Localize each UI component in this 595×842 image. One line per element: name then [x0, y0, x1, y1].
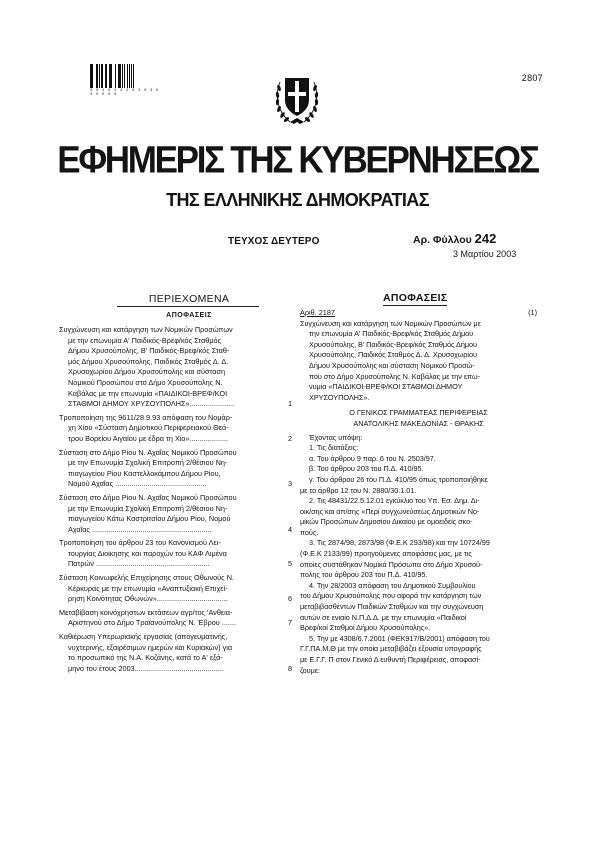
toc-item-page: 5 — [287, 559, 292, 569]
toc-item[interactable] — [59, 608, 292, 629]
toc-subtitle: ΑΠΟΦΑΣΕΙΣ — [166, 312, 212, 319]
page-number: 2807 — [521, 73, 543, 83]
decision-number-row — [300, 308, 537, 319]
sheet-number — [413, 231, 496, 246]
toc-item-line: ΣΤΑΘΜΟΙ ΔΗΜΟΥ ΧΡΥΣΟΥΠΟΛΗΣ»...................... — [68, 399, 235, 409]
toc-item-line: μηνο του έτους 2003............................................ — [68, 663, 224, 673]
toc-item-line: Νομού Αχαΐας ............................................. — [68, 479, 207, 489]
decision-subject-line: Χρυσούπολης, Β' Παιδικός-Βρεφ/κός Σταθμός Δήμου — [309, 339, 477, 349]
toc-item[interactable] — [59, 325, 292, 410]
barcode — [90, 64, 156, 88]
toc-item-line: πιαγωγείου Κάτω Καστριτσίου Δήμου Ρίου, Νομού — [68, 514, 231, 524]
decision-text-line: με Ε.Γ.Γ. Π στον Γενικό Δ ευθυντή Περιφέρειας, αποφασί- — [300, 655, 481, 664]
decision-text-line: αυτών σε ενιαίο Ν.Π.Δ.Δ. με την επωνυμία «Παιδικοί — [300, 612, 467, 622]
toc-item[interactable] — [59, 632, 292, 674]
gazette-subtitle: ΤΗΣ ΕΛΛΗΝΙΚΗΣ ΔΗΜΟΚΡΑΤΙΑΣ — [166, 190, 429, 210]
toc-item-line: χη Χίου «Σύσταση Δημοτικού Περιφερειακού Θεά- — [68, 423, 229, 433]
decision-authority-line: Ο ΓΕΝΙΚΟΣ ΓΡΑΜΜΑΤΕΑΣ ΠΕΡΙΦΕΡΕΙΑΣ — [349, 408, 488, 418]
toc-item-line: Αριστηνού στο Δήμο Τραϊανούπολης Ν. Έβρου ....... — [68, 618, 236, 628]
decision-ref: (1) — [528, 308, 537, 317]
toc-item[interactable] — [59, 573, 292, 605]
toc-item-line: Πατρών ........................................................ — [68, 559, 210, 569]
decision-text-line: πούς. — [300, 527, 319, 537]
decision-subject-line: νυμία «ΠΑΙΔΙΚΟΙ-ΒΡΕΦ/ΚΟΙ ΣΤΑΘΜΟΙ ΔΗΜΟΥ — [309, 382, 463, 392]
issue-date: 3 Μαρτίου 2003 — [453, 249, 517, 259]
decision-subject — [300, 319, 537, 404]
issue-label: ΤΕΥΧΟΣ ΔΕΥΤΕΡΟ — [228, 236, 320, 247]
toc-item-line: το προσωπικό της Ν.Α. Κοζάνης, κατά το Α' εξά- — [68, 653, 223, 663]
toc-item-page: 4 — [287, 524, 292, 534]
decision-text-line: Βρεφ/κοί Σταθμοί Δήμου Χρυσούπολης». — [300, 623, 431, 633]
toc-item-line: ρηση Κοινότητας Οθωνών»................................... — [68, 594, 228, 604]
decision-text-line: 2. Τις 48431/22.5.12.01 εγκύκλιο του Υπ. Εσ. Δημ. Δι- — [309, 496, 480, 506]
decision-text-line: γ. Του άρθρου 26 του Π.Δ. 410/95 όπως τροποποιήθηκε — [309, 474, 488, 484]
toc-item-page: 1 — [287, 399, 292, 409]
decision-text-line: Έχοντας υπόψη: — [309, 432, 363, 442]
toc-item-line: νυχτερινής, εξαιρέσιμων ημερών και Κυριακών) για — [68, 642, 233, 652]
decision-subject-line: που στο Δήμο Χρυσούπολης Ν. Καβάλας με την επω- — [309, 371, 480, 381]
toc-item[interactable] — [59, 448, 292, 490]
toc-item[interactable] — [59, 493, 292, 535]
decision-text-line: ζουμε: — [300, 665, 320, 675]
toc-item-line: Τροποποίηση του άρθρου 23 του Κανονισμού Λει- — [59, 538, 221, 548]
toc-item-line: Δήμου Χρυσούπολης, Β' Παιδικός-Βρεφ/κός Σταθ- — [68, 346, 230, 356]
decision-authority — [300, 408, 537, 429]
barcode-bar — [134, 64, 136, 88]
decision-text-line: του Δήμου Χρυσούπολης που αφορά την κατάργηση των — [300, 591, 482, 601]
decision-text-line: με το άρθρο 12 του Ν. 2880/30.1.01. — [300, 485, 417, 495]
toc-item-line: τρου Βορείου Αιγαίου με έδρα τη Χίο»................... — [68, 433, 229, 443]
decision-number: Αριθ. 2187 — [300, 308, 335, 317]
toc-item-line: Τροποποίηση της 9611/28.9.93 απόφαση του Νομάρ- — [59, 412, 233, 422]
toc-item-line: Σύσταση στο Δήμο Ρίου Ν. Αχαΐας Νομικού Προσώπου — [59, 447, 237, 457]
toc-item-line: πιαγωγείου Ρίου Καστελλοκάμπου Δήμου Ρίου, — [68, 468, 221, 478]
gazette-title: ΕΦΗΜΕΡΙΣ ΤΗΣ ΚΥΒΕΡΝΗΣΕΩΣ — [57, 139, 538, 182]
toc-item-line: με την Επωνυμία Σχολική Επιτροπή 2/θέσιου Νη- — [68, 458, 228, 468]
decision-text-line: μικών Προσώπων Δημοσίου Δικαίου με ομοειδείς σκο- — [300, 517, 473, 527]
decision-text-line: οποίες συστάθηκαν Νομικά Πρόσωπα στο Δήμο Χρυσού- — [300, 559, 483, 569]
toc-item-page: 7 — [287, 618, 292, 628]
toc-item-line: με την επωνυμία Α' Παιδικός-Βρεφ/κός Σταθμός — [68, 335, 222, 345]
toc-item-line: Χρυσοχωρίου Δήμου Χρυσούπολης και σύσταση — [68, 367, 226, 377]
decision-subject-line: Χρυσούπολης, Παιδικός Σταθμός Δ. Δ. Χρυσοχωρίου — [309, 350, 477, 360]
decision-subject-line: Συγχώνευση και κατάργηση των Νομικών Προσώπων με — [300, 318, 481, 328]
toc-item-line: Μεταβίβαση κοινόχρηστων εκτάσεων αγρ/τος 'Ανθεια- — [59, 607, 233, 617]
toc-item-line: Συγχώνευση και κατάργηση των Νομικών Προσώπων — [59, 325, 233, 334]
toc-item-line: Καβάλας με την επωνυμία «ΠΑΙΔΙΚΟΙ-ΒΡΕΦ/ΚΟΙ — [68, 388, 228, 398]
barcode-number: 0 0 4 0 2 4 2 0 3 0 3 0 3 0 0 0 8 — [90, 89, 160, 97]
toc-item-page: 8 — [287, 663, 292, 673]
toc-item-line: Νομικού Προσώπου στο Δήμο Χρυσούπολης Ν. — [68, 377, 223, 387]
decision-text-line: Γ.Γ.ΠΑ.Μ.Θ με την οποία μεταβιβάζει εξουσία υπογραφής — [300, 644, 482, 654]
toc-item[interactable] — [59, 413, 292, 445]
decision-text-line: πολης του άρθρου 203 του Π.Δ. 410/95. — [300, 570, 428, 580]
decisions-title: ΑΠΟΦΑΣΕΙΣ — [383, 292, 448, 304]
toc-title: ΠΕΡΙΕΧΟΜΕΝΑ — [148, 293, 230, 305]
decision-subject-line: την επωνυμία Α' Παιδικός-Βρεφ/κός Σταθμός Δήμου — [309, 329, 474, 339]
sheet-label: Αρ. Φύλλου — [413, 234, 472, 246]
toc-item-line: Καθιέρωση Υπερωριακής εργασίας (απογευματινής, — [59, 632, 228, 642]
decision-text-line: (Φ.Ε.Κ 2133/99) προηγούμενες αποφάσεις μας, με τις — [300, 549, 472, 559]
toc-item-line: Κέρκυρας με την επωνυμία «Αναπτυξιακή Επιχεί- — [68, 583, 228, 593]
decisions-title-rule — [383, 305, 447, 306]
toc-item-line: Σύσταση στο Δήμο Ρίου Ν. Αχαΐας Νομικού Προσώπου — [59, 492, 237, 502]
decision-authority-line: ΑΝΑΤΟΛΙΚΗΣ ΜΑΚΕΔΟΝΙΑΣ - ΘΡΑΚΗΣ — [353, 418, 484, 428]
toc-item-line: με την Επωνυμία Σχολική Επιτροπή 2/θέσιου Νη- — [68, 503, 228, 513]
decision-text-line: β. Του άρθρου 203 του Π.Δ. 410/95. — [309, 464, 424, 474]
toc-item-line: Αχαΐας ........................................................... — [68, 524, 212, 534]
greek-coat-of-arms-icon — [272, 66, 322, 128]
toc-item-page: 6 — [287, 594, 292, 604]
toc-item-page: 2 — [287, 433, 292, 443]
sheet-number-value: 242 — [474, 231, 497, 246]
toc-item[interactable] — [59, 538, 292, 570]
toc-title-rule — [117, 306, 259, 307]
decision-text-line: οικ/σης και απ/σης «Περί συγχωνεύσεως Δημοτικών Νο- — [300, 506, 480, 516]
decision-text-line: 4. Την 28/2003 απόφαση του Δημοτικού Συμβουλίου — [309, 580, 476, 590]
toc-item-line: Σύσταση Κοινωφελής Επιχείρησης στους Οθωνούς Ν. — [59, 573, 235, 583]
decision-text-line: 3. Τις 2874/98, 2873/98 (Φ.Ε.Κ 293/98) και την 10724/99 — [309, 538, 490, 548]
decision-text — [300, 433, 537, 677]
decision-body — [300, 308, 537, 676]
decision-subject-line: ΧΡΥΣΟΥΠΟΛΗΣ». — [309, 392, 370, 402]
decision-text-line: 5. Την με 4308/6.7.2001 (ΦΕΚ917/Β/2001) απόφαση του — [309, 633, 490, 643]
toc-item-line: μός Δήμου Χρυσούπολης, Παιδικός Σταθμός Δ. Δ. — [68, 356, 229, 366]
decision-subject-line: Δήμου Χρυσούπολης και σύσταση Νομικού Προσώ- — [309, 360, 475, 370]
toc-item-line: τουργίας Διοίκησης και παροχών του ΚΑΦ Λιμένα — [68, 548, 227, 558]
toc-list — [59, 325, 292, 677]
decision-text-line: μεταβιβασθέντων Παιδικών Σταθμών και την συγχώνευση — [300, 602, 484, 612]
toc-item-page: 3 — [287, 479, 292, 489]
decision-text-line: 1. Τις διατάξεις: — [309, 443, 359, 453]
decision-text-line: α. Του άρθρου 9 παρ. 6 του Ν. 2503/97. — [309, 453, 436, 463]
